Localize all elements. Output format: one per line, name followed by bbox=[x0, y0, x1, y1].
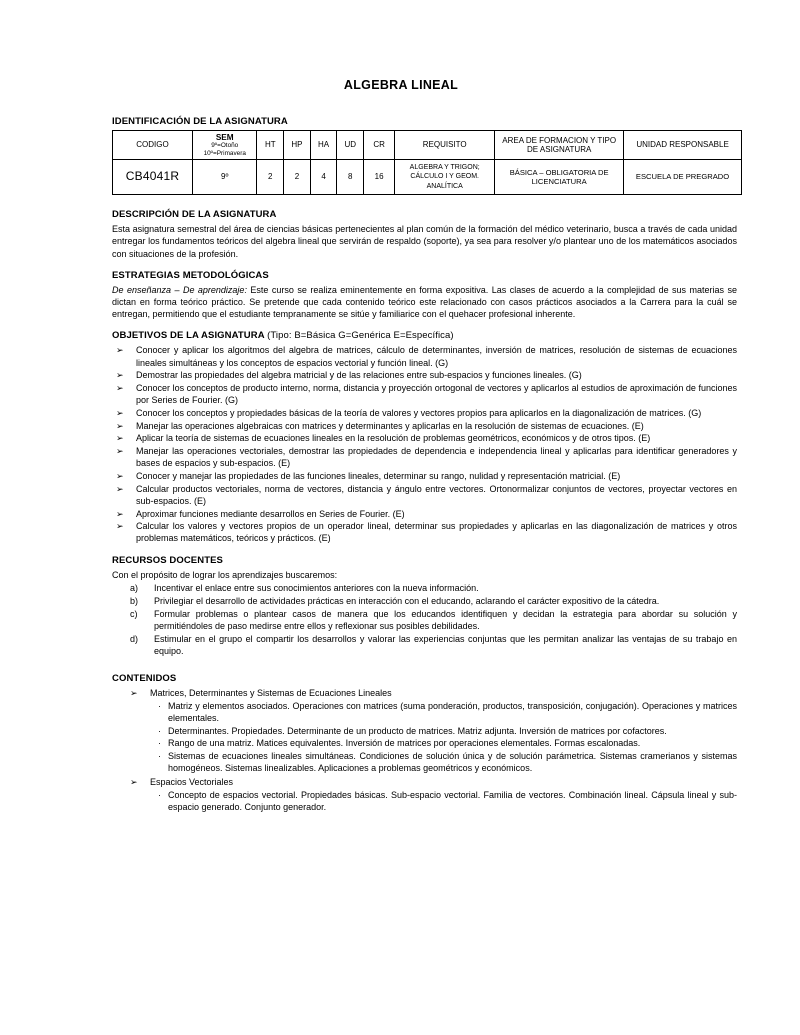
recursos-intro: Con el propósito de lograr los aprendizajes buscaremos: bbox=[112, 570, 338, 581]
list-item bbox=[112, 445, 740, 469]
arrow-icon: ➢ bbox=[116, 370, 124, 381]
section-heading-descripcion: DESCRIPCIÓN DE LA ASIGNATURA bbox=[112, 209, 277, 221]
list-letter: c) bbox=[130, 608, 138, 619]
contenido-text: Sistemas de ecuaciones lineales simultáneas. Condiciones de solución única y de solución parámetrica. Sistemas cramerianos y sistemas homogéneos. Sistemas linealizables. Aplicaciones a problemas geométricos y económicos. bbox=[168, 751, 737, 774]
cell-unidad: ESCUELA DE PREGRADO bbox=[624, 160, 742, 195]
contenidos-list bbox=[112, 687, 740, 814]
objetivo-text: Conocer los conceptos y propiedades básicas de la teoría de valores y vectores propios para aplicarlos en la diagonalización de matrices. (G) bbox=[136, 407, 702, 418]
col-header-sem-sub1: 9º=Otoño bbox=[211, 142, 239, 149]
identificacion-table bbox=[112, 130, 742, 195]
col-header-codigo: CODIGO bbox=[113, 131, 193, 160]
section-heading-objetivos bbox=[112, 330, 740, 341]
contenido-text: Concepto de espacios vectorial. Propiedades básicas. Sub-espacio vectorial. Familia de vectores. Combinación lineal. Cápsula lineal y sub-espacio generado. Conjunto generador. bbox=[168, 789, 737, 812]
list-item bbox=[112, 420, 740, 432]
list-item bbox=[112, 407, 740, 419]
arrow-icon: ➢ bbox=[116, 521, 124, 532]
list-item bbox=[112, 725, 740, 737]
contenidos-group-items bbox=[112, 789, 740, 813]
arrow-icon: ➢ bbox=[116, 470, 124, 481]
list-item bbox=[112, 700, 740, 724]
col-header-sem-sub2: 10º=Primavera bbox=[203, 149, 246, 157]
estrategias-lead: De enseñanza – De aprendizaje: bbox=[112, 284, 247, 295]
list-letter: d) bbox=[130, 633, 139, 644]
col-header-requisito: REQUISITO bbox=[395, 131, 495, 160]
objetivos-list bbox=[112, 344, 740, 544]
table-header-row bbox=[113, 131, 742, 160]
estrategias-body: Este curso se realiza eminentemente en forma expositiva. Las clases de acuerdo a la complejidad de sus materias se dictan en forma teórico práctico. Se pretende que cada contenido teórico este relacionado con casos prácticos asociados a la Carrera para la cuál se entregan, permitiendo que el estudiante tempranamente se sitúe y familiarice con el quehacer profesional inherente. bbox=[112, 284, 738, 320]
dash-icon: · bbox=[158, 789, 161, 800]
cell-area: BÁSICA – OBLIGATORIA DE LICENCIATURA bbox=[495, 160, 624, 195]
objetivos-heading-label: OBJETIVOS DE LA ASIGNATURA bbox=[112, 330, 265, 342]
objetivo-text: Manejar las operaciones vectoriales, demostrar las propiedades de dependencia e independencia lineal y aplicarlas para identificar generadores y bases de espacios y sub-espacios. (E) bbox=[136, 446, 737, 469]
descripcion-text: Esta asignatura semestral del área de ciencias básicas pertenecientes al plan común de la formación del médico veterinario, busca a través de cada unidad entregar los fundamentos teóricos del algebra lineal que servirán de respaldo (soporte), ya sea para resolver y/o plantear uno de los matemáticos asociados con situaciones de la profesión. bbox=[112, 224, 737, 259]
arrow-icon: ➢ bbox=[116, 345, 124, 356]
dash-icon: · bbox=[158, 725, 161, 736]
col-header-cr: CR bbox=[364, 131, 395, 160]
contenidos-group-title bbox=[112, 687, 740, 699]
objetivo-text: Calcular los valores y vectores propios de un operador lineal, determinar sus propiedades y aplicarlas en las diagonalización de matrices y otros problemas matemáticos, teóricos y prácticos. (E) bbox=[136, 521, 737, 544]
objetivo-text: Demostrar las propiedades del algebra matricial y de las relaciones entre sub-espacios y funciones lineales. (G) bbox=[136, 370, 582, 381]
cell-requisito: ALGEBRA Y TRIGON; CÁLCULO I Y GEOM. ANALÍTICA bbox=[395, 160, 495, 195]
recurso-text: Privilegiar el desarrollo de actividades prácticas en interacción con el educando, aclarando el carácter expositivo de la cátedra. bbox=[154, 596, 660, 607]
table-row bbox=[113, 160, 742, 195]
arrow-icon: ➢ bbox=[116, 483, 124, 494]
objetivo-text: Manejar las operaciones algebraicas con matrices y determinantes y aplicarlas en la resolución de sistemas de ecuaciones. (E) bbox=[136, 420, 644, 431]
recurso-text: Incentivar el enlace entre sus conocimientos anteriores con la nueva información. bbox=[154, 583, 479, 594]
group-title-text: Espacios Vectoriales bbox=[150, 776, 234, 787]
dash-icon: · bbox=[158, 700, 161, 711]
list-letter: b) bbox=[130, 596, 139, 607]
list-item bbox=[112, 470, 740, 482]
col-header-area: AREA DE FORMACION Y TIPO DE ASIGNATURA bbox=[495, 131, 624, 160]
list-item bbox=[112, 750, 740, 774]
page-title: ALGEBRA LINEAL bbox=[343, 78, 459, 92]
cell-cr: 16 bbox=[364, 160, 395, 195]
estrategias-text bbox=[112, 284, 740, 321]
cell-ht: 2 bbox=[257, 160, 284, 195]
contenido-text: Rango de una matriz. Matices equivalentes. Inversión de matrices por operaciones elementales. Formas escalonadas. bbox=[168, 738, 641, 749]
col-header-unidad: UNIDAD RESPONSABLE bbox=[624, 131, 742, 160]
arrow-icon: ➢ bbox=[116, 407, 124, 418]
list-item bbox=[112, 483, 740, 507]
arrow-icon: ➢ bbox=[116, 433, 124, 444]
list-item bbox=[112, 633, 740, 657]
objetivo-text: Conocer y manejar las propiedades de las funciones lineales, determinar su rango, nulidad y representación matricial. (E) bbox=[136, 470, 621, 481]
list-item bbox=[112, 737, 740, 749]
arrow-icon: ➢ bbox=[116, 508, 124, 519]
col-header-sem-word: SEM bbox=[215, 133, 234, 142]
arrow-icon: ➢ bbox=[116, 383, 124, 394]
recurso-text: Estimular en el grupo el compartir los desarrollos y valorar las experiencias conjuntas que les permitan analizar las ventajas de su trabajo en equipo. bbox=[154, 633, 737, 656]
objetivo-text: Conocer y aplicar los algoritmos del algebra de matrices, cálculo de determinantes, inversión de matrices, resolución de sistemas de ecuaciones lineales simultáneas y los conceptos de espacios vectorial y función lineal. (G) bbox=[136, 345, 737, 368]
contenidos-group bbox=[112, 776, 740, 814]
list-item bbox=[112, 608, 740, 632]
col-header-ha: HA bbox=[310, 131, 337, 160]
list-item bbox=[112, 369, 740, 381]
contenido-text: Matriz y elementos asociados. Operaciones con matrices (suma ponderación, productos, transposición, conjugación). Operaciones y matrices elementales. bbox=[168, 700, 737, 723]
col-header-ht: HT bbox=[257, 131, 284, 160]
cell-hp: 2 bbox=[284, 160, 311, 195]
cell-ud: 8 bbox=[337, 160, 364, 195]
objetivo-text: Aplicar la teoría de sistemas de ecuaciones lineales en la resolución de problemas geométricos, económicos y de otros tipos. (E) bbox=[136, 433, 651, 444]
section-heading-identificacion: IDENTIFICACIÓN DE LA ASIGNATURA bbox=[112, 116, 288, 127]
col-header-sem bbox=[193, 131, 257, 160]
list-letter: a) bbox=[130, 583, 139, 594]
list-item bbox=[112, 595, 740, 607]
col-header-hp: HP bbox=[284, 131, 311, 160]
arrow-icon: ➢ bbox=[116, 420, 124, 431]
contenido-text: Determinantes. Propiedades. Determinante de un producto de matrices. Matriz adjunta. Inversión de matrices por cofactores. bbox=[168, 725, 667, 736]
list-item bbox=[112, 432, 740, 444]
objetivo-text: Conocer los conceptos de producto interno, norma, distancia y proyección ortogonal de vectores y aplicarlos al estudios de aproximación de funciones por Series de Fourier. (G) bbox=[136, 383, 737, 406]
list-item bbox=[112, 789, 740, 813]
recurso-text: Formular problemas o plantear casos de manera que los educandos identifiquen y decidan la estrategia para abordar su solución y permitiéndoles de paso medirse entre ellos y reflexionar sus posibles debilidades. bbox=[154, 608, 737, 631]
col-header-ud: UD bbox=[337, 131, 364, 160]
objetivo-text: Aproximar funciones mediante desarrollos en Series de Fourier. (E) bbox=[136, 508, 405, 519]
arrow-icon: ➢ bbox=[130, 776, 138, 787]
contenidos-group-items bbox=[112, 700, 740, 775]
cell-ha: 4 bbox=[310, 160, 337, 195]
objetivo-text: Calcular productos vectoriales, norma de vectores, distancia y ángulo entre vectores. Ortonormalizar conjuntos de vectores, proyectar vectores en sub-espacios. (E) bbox=[136, 483, 737, 506]
recursos-list bbox=[112, 582, 740, 657]
list-item bbox=[112, 382, 740, 406]
section-heading-contenidos: CONTENIDOS bbox=[112, 672, 177, 684]
list-item bbox=[112, 582, 740, 594]
section-heading-estrategias: ESTRATEGIAS METODOLÓGICAS bbox=[112, 269, 269, 281]
dash-icon: · bbox=[158, 751, 161, 762]
list-item bbox=[112, 520, 740, 544]
cell-codigo: CB4041R bbox=[113, 160, 193, 195]
list-item bbox=[112, 508, 740, 520]
cell-sem: 9º bbox=[193, 160, 257, 195]
arrow-icon: ➢ bbox=[130, 687, 138, 698]
list-item bbox=[112, 344, 740, 368]
contenidos-group bbox=[112, 687, 740, 775]
contenidos-group-title bbox=[112, 776, 740, 788]
section-heading-recursos: RECURSOS DOCENTES bbox=[112, 555, 223, 567]
group-title-text: Matrices, Determinantes y Sistemas de Ecuaciones Lineales bbox=[150, 687, 392, 698]
dash-icon: · bbox=[158, 738, 161, 749]
arrow-icon: ➢ bbox=[116, 446, 124, 457]
objetivos-tipo-note: (Tipo: B=Básica G=Genérica E=Específica) bbox=[267, 330, 454, 342]
